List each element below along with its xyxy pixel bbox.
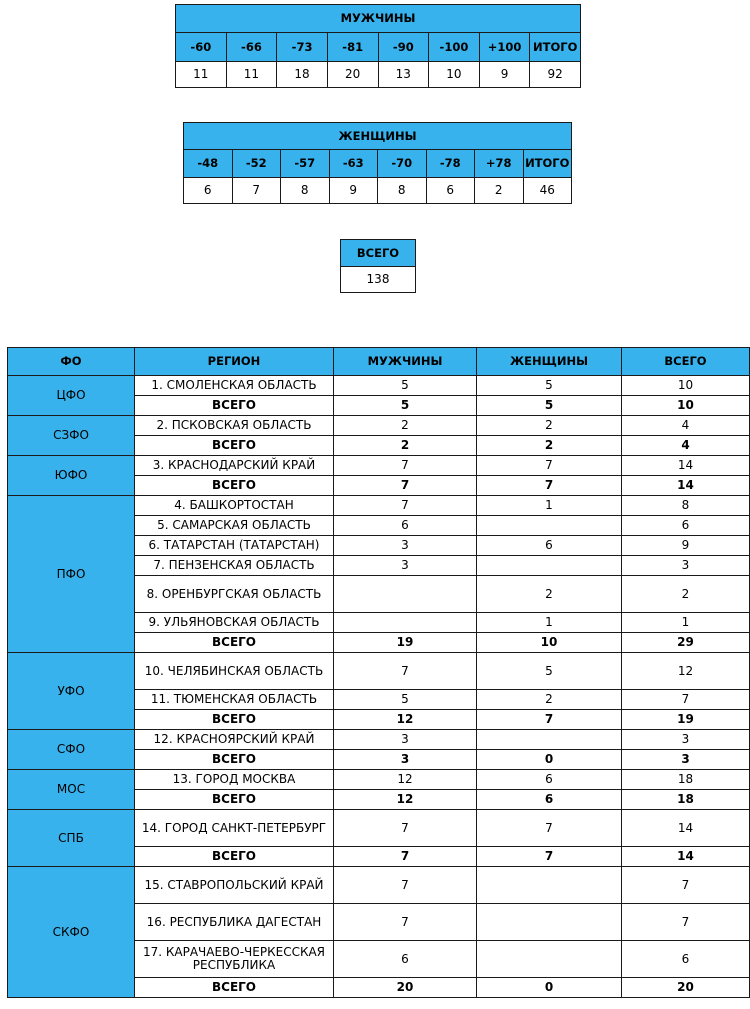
men-cell: 7 xyxy=(334,653,477,690)
men-header-cell: +100 xyxy=(479,33,530,62)
region-cell: 5. САМАРСКАЯ ОБЛАСТЬ xyxy=(135,516,334,536)
women-header-cell: -78 xyxy=(426,150,475,178)
total-all-cell: 18 xyxy=(622,790,750,810)
region-cell: 9. УЛЬЯНОВСКАЯ ОБЛАСТЬ xyxy=(135,613,334,633)
women-cell xyxy=(477,941,622,978)
total-women-cell: 0 xyxy=(477,750,622,770)
men-header-cell: -81 xyxy=(327,33,378,62)
total-all-cell: 19 xyxy=(622,710,750,730)
total-women-cell: 0 xyxy=(477,978,622,998)
regions-table-body xyxy=(8,376,750,998)
total-women-cell: 10 xyxy=(477,633,622,653)
women-cell: 5 xyxy=(477,653,622,690)
fo-cell: СФО xyxy=(8,730,135,770)
region-cell: 3. КРАСНОДАРСКИЙ КРАЙ xyxy=(135,456,334,476)
men-cell: 3 xyxy=(334,536,477,556)
table-row xyxy=(8,653,750,690)
fo-cell: СКФО xyxy=(8,867,135,998)
men-cell: 3 xyxy=(334,730,477,750)
men-title: МУЖЧИНЫ xyxy=(176,5,581,33)
women-value-cell: 8 xyxy=(281,178,330,204)
region-cell: 1. СМОЛЕНСКАЯ ОБЛАСТЬ xyxy=(135,376,334,396)
all-cell: 1 xyxy=(622,613,750,633)
men-cell: 7 xyxy=(334,456,477,476)
men-cell: 12 xyxy=(334,770,477,790)
grand-total-title: ВСЕГО xyxy=(341,240,416,267)
total-label-cell: ВСЕГО xyxy=(135,476,334,496)
header-fo: ФО xyxy=(8,348,135,376)
fo-cell: МОС xyxy=(8,770,135,810)
total-women-cell: 7 xyxy=(477,710,622,730)
region-cell: 4. БАШКОРТОСТАН xyxy=(135,496,334,516)
regions-table xyxy=(7,347,750,998)
men-cell: 7 xyxy=(334,810,477,847)
women-cell: 7 xyxy=(477,456,622,476)
region-cell: 6. ТАТАРСТАН (ТАТАРСТАН) xyxy=(135,536,334,556)
women-value-cell: 8 xyxy=(378,178,427,204)
women-header-cell: +78 xyxy=(475,150,524,178)
men-value-cell: 10 xyxy=(429,62,480,88)
men-cell: 7 xyxy=(334,904,477,941)
total-men-cell: 12 xyxy=(334,790,477,810)
total-women-cell: 5 xyxy=(477,396,622,416)
total-all-cell: 3 xyxy=(622,750,750,770)
header-all: ВСЕГО xyxy=(622,348,750,376)
region-cell: 2. ПСКОВСКАЯ ОБЛАСТЬ xyxy=(135,416,334,436)
women-cell xyxy=(477,904,622,941)
men-value-cell: 92 xyxy=(530,62,581,88)
women-header-cell: -52 xyxy=(232,150,281,178)
women-weight-table xyxy=(183,122,572,204)
men-cell xyxy=(334,576,477,613)
women-header-cell: -57 xyxy=(281,150,330,178)
women-cell: 7 xyxy=(477,810,622,847)
women-value-cell: 9 xyxy=(329,178,378,204)
all-cell: 12 xyxy=(622,653,750,690)
women-title: ЖЕНЩИНЫ xyxy=(184,123,572,150)
women-cell: 6 xyxy=(477,536,622,556)
women-cell: 2 xyxy=(477,416,622,436)
men-cell: 7 xyxy=(334,867,477,904)
table-row xyxy=(8,456,750,476)
total-label-cell: ВСЕГО xyxy=(135,396,334,416)
men-header-cell: -60 xyxy=(176,33,227,62)
total-men-cell: 5 xyxy=(334,396,477,416)
all-cell: 14 xyxy=(622,810,750,847)
men-cell: 3 xyxy=(334,556,477,576)
grand-total-value: 138 xyxy=(341,267,416,293)
men-cell: 5 xyxy=(334,690,477,710)
men-value-cell: 9 xyxy=(479,62,530,88)
men-value-cell: 13 xyxy=(378,62,429,88)
women-cell xyxy=(477,516,622,536)
region-cell: 17. КАРАЧАЕВО-ЧЕРКЕССКАЯ РЕСПУБЛИКА xyxy=(135,941,334,978)
women-header-cell: ИТОГО xyxy=(523,150,572,178)
men-cell xyxy=(334,613,477,633)
women-value-cell: 46 xyxy=(523,178,572,204)
header-women: ЖЕНЩИНЫ xyxy=(477,348,622,376)
women-value-cell: 6 xyxy=(184,178,233,204)
all-cell: 7 xyxy=(622,867,750,904)
all-cell: 7 xyxy=(622,690,750,710)
women-cell: 6 xyxy=(477,770,622,790)
total-all-cell: 14 xyxy=(622,847,750,867)
total-women-cell: 7 xyxy=(477,847,622,867)
total-label-cell: ВСЕГО xyxy=(135,633,334,653)
region-cell: 12. КРАСНОЯРСКИЙ КРАЙ xyxy=(135,730,334,750)
region-cell: 16. РЕСПУБЛИКА ДАГЕСТАН xyxy=(135,904,334,941)
fo-cell: ПФО xyxy=(8,496,135,653)
men-header-cell: -73 xyxy=(277,33,328,62)
total-all-cell: 20 xyxy=(622,978,750,998)
women-cell: 2 xyxy=(477,576,622,613)
region-cell: 13. ГОРОД МОСКВА xyxy=(135,770,334,790)
all-cell: 2 xyxy=(622,576,750,613)
all-cell: 4 xyxy=(622,416,750,436)
women-cell xyxy=(477,867,622,904)
region-cell: 14. ГОРОД САНКТ-ПЕТЕРБУРГ xyxy=(135,810,334,847)
total-all-cell: 14 xyxy=(622,476,750,496)
women-value-cell: 7 xyxy=(232,178,281,204)
fo-cell: ЦФО xyxy=(8,376,135,416)
total-women-cell: 7 xyxy=(477,476,622,496)
table-row xyxy=(8,416,750,436)
women-cell: 1 xyxy=(477,613,622,633)
all-cell: 9 xyxy=(622,536,750,556)
men-cell: 6 xyxy=(334,941,477,978)
total-all-cell: 4 xyxy=(622,436,750,456)
fo-cell: СПБ xyxy=(8,810,135,867)
women-cell xyxy=(477,556,622,576)
region-cell: 8. ОРЕНБУРГСКАЯ ОБЛАСТЬ xyxy=(135,576,334,613)
table-row xyxy=(8,376,750,396)
men-weight-table xyxy=(175,4,581,88)
men-header-cell: -90 xyxy=(378,33,429,62)
total-all-cell: 10 xyxy=(622,396,750,416)
region-cell: 11. ТЮМЕНСКАЯ ОБЛАСТЬ xyxy=(135,690,334,710)
women-value-cell: 2 xyxy=(475,178,524,204)
all-cell: 10 xyxy=(622,376,750,396)
table-row xyxy=(8,496,750,516)
total-label-cell: ВСЕГО xyxy=(135,710,334,730)
all-cell: 6 xyxy=(622,516,750,536)
total-men-cell: 19 xyxy=(334,633,477,653)
total-men-cell: 7 xyxy=(334,476,477,496)
header-region: РЕГИОН xyxy=(135,348,334,376)
men-value-cell: 11 xyxy=(226,62,277,88)
table-row xyxy=(8,867,750,904)
men-value-cell: 18 xyxy=(277,62,328,88)
men-cell: 2 xyxy=(334,416,477,436)
total-label-cell: ВСЕГО xyxy=(135,436,334,456)
total-label-cell: ВСЕГО xyxy=(135,847,334,867)
region-cell: 10. ЧЕЛЯБИНСКАЯ ОБЛАСТЬ xyxy=(135,653,334,690)
men-value-cell: 11 xyxy=(176,62,227,88)
table-row xyxy=(8,810,750,847)
men-cell: 7 xyxy=(334,496,477,516)
all-cell: 18 xyxy=(622,770,750,790)
table-row xyxy=(8,770,750,790)
table-row xyxy=(8,730,750,750)
total-label-cell: ВСЕГО xyxy=(135,750,334,770)
men-value-cell: 20 xyxy=(327,62,378,88)
women-cell: 2 xyxy=(477,690,622,710)
total-men-cell: 20 xyxy=(334,978,477,998)
women-value-cell: 6 xyxy=(426,178,475,204)
total-label-cell: ВСЕГО xyxy=(135,790,334,810)
total-label-cell: ВСЕГО xyxy=(135,978,334,998)
fo-cell: СЗФО xyxy=(8,416,135,456)
women-header-cell: -63 xyxy=(329,150,378,178)
women-cell: 5 xyxy=(477,376,622,396)
men-cell: 5 xyxy=(334,376,477,396)
total-men-cell: 2 xyxy=(334,436,477,456)
total-all-cell: 29 xyxy=(622,633,750,653)
all-cell: 3 xyxy=(622,730,750,750)
all-cell: 7 xyxy=(622,904,750,941)
women-cell xyxy=(477,730,622,750)
all-cell: 3 xyxy=(622,556,750,576)
header-men: МУЖЧИНЫ xyxy=(334,348,477,376)
all-cell: 6 xyxy=(622,941,750,978)
men-header-cell: -100 xyxy=(429,33,480,62)
women-header-cell: -70 xyxy=(378,150,427,178)
total-men-cell: 12 xyxy=(334,710,477,730)
fo-cell: УФО xyxy=(8,653,135,730)
all-cell: 14 xyxy=(622,456,750,476)
men-cell: 6 xyxy=(334,516,477,536)
total-men-cell: 3 xyxy=(334,750,477,770)
fo-cell: ЮФО xyxy=(8,456,135,496)
men-header-cell: ИТОГО xyxy=(530,33,581,62)
region-cell: 15. СТАВРОПОЛЬСКИЙ КРАЙ xyxy=(135,867,334,904)
women-header-cell: -48 xyxy=(184,150,233,178)
women-cell: 1 xyxy=(477,496,622,516)
total-men-cell: 7 xyxy=(334,847,477,867)
region-cell: 7. ПЕНЗЕНСКАЯ ОБЛАСТЬ xyxy=(135,556,334,576)
grand-total-table xyxy=(340,239,416,293)
total-women-cell: 2 xyxy=(477,436,622,456)
men-header-cell: -66 xyxy=(226,33,277,62)
total-women-cell: 6 xyxy=(477,790,622,810)
all-cell: 8 xyxy=(622,496,750,516)
